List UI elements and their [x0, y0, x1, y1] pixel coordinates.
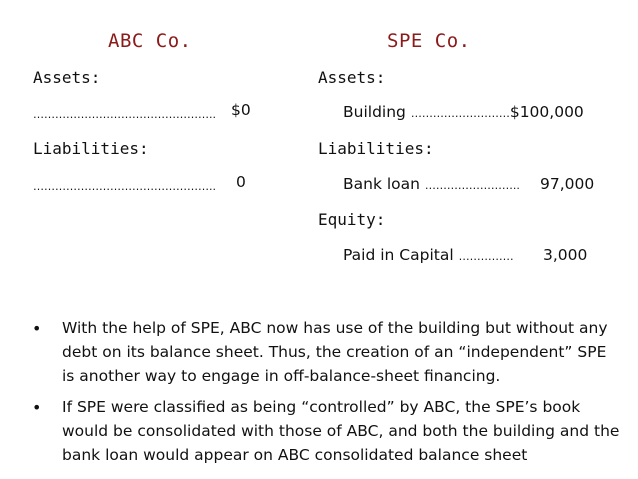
spe-bank-loan-value: 97,000 [540, 175, 595, 193]
bullet-text: If SPE were classified as being “controlled” by ABC, the SPE’s book would be consolidated with those of ABC, and both the building and the bank loan would appear on ABC consolidated balance sheet [62, 398, 620, 464]
spe-building-leader: ……………………… [410, 107, 510, 120]
bullet-text: With the help of SPE, ABC now has use of the building but without any debt on its balance sheet. Thus, the creation of an “independent” SPE is another way to engage in off-balance-sheet financing. [62, 319, 608, 385]
abc-assets-value: $0 [231, 101, 251, 119]
spe-building-label: Building [343, 103, 406, 121]
spe-building-value: $100,000 [509, 103, 584, 121]
abc-liabilities-row [33, 175, 216, 194]
abc-assets-row [33, 103, 216, 122]
spe-paid-in-label: Paid in Capital [343, 246, 454, 264]
spe-bank-loan-leader: …………………….. [424, 179, 520, 192]
abc-assets-leader: ………………………………………….. [33, 108, 216, 121]
bullet-marker: • [32, 319, 42, 338]
spe-paid-in-value: 3,000 [543, 246, 588, 264]
abc-title: ABC Co. [108, 30, 192, 52]
spe-building-row [343, 103, 584, 121]
abc-assets-label: Assets: [33, 68, 101, 87]
bullet-marker: • [32, 398, 42, 417]
spe-equity-label: Equity: [318, 210, 386, 229]
spe-assets-label: Assets: [318, 68, 386, 87]
abc-liabilities-value: 0 [236, 173, 246, 191]
spe-paid-in-row [343, 246, 514, 264]
abc-liabilities-leader: ………………………………………….. [33, 180, 216, 193]
spe-liabilities-label: Liabilities: [318, 139, 434, 158]
spe-bank-loan-row [343, 175, 520, 193]
abc-liabilities-label: Liabilities: [33, 139, 149, 158]
spe-paid-in-leader: …………… [458, 250, 514, 263]
spe-bank-loan-label: Bank loan [343, 175, 420, 193]
spe-title: SPE Co. [387, 30, 471, 52]
